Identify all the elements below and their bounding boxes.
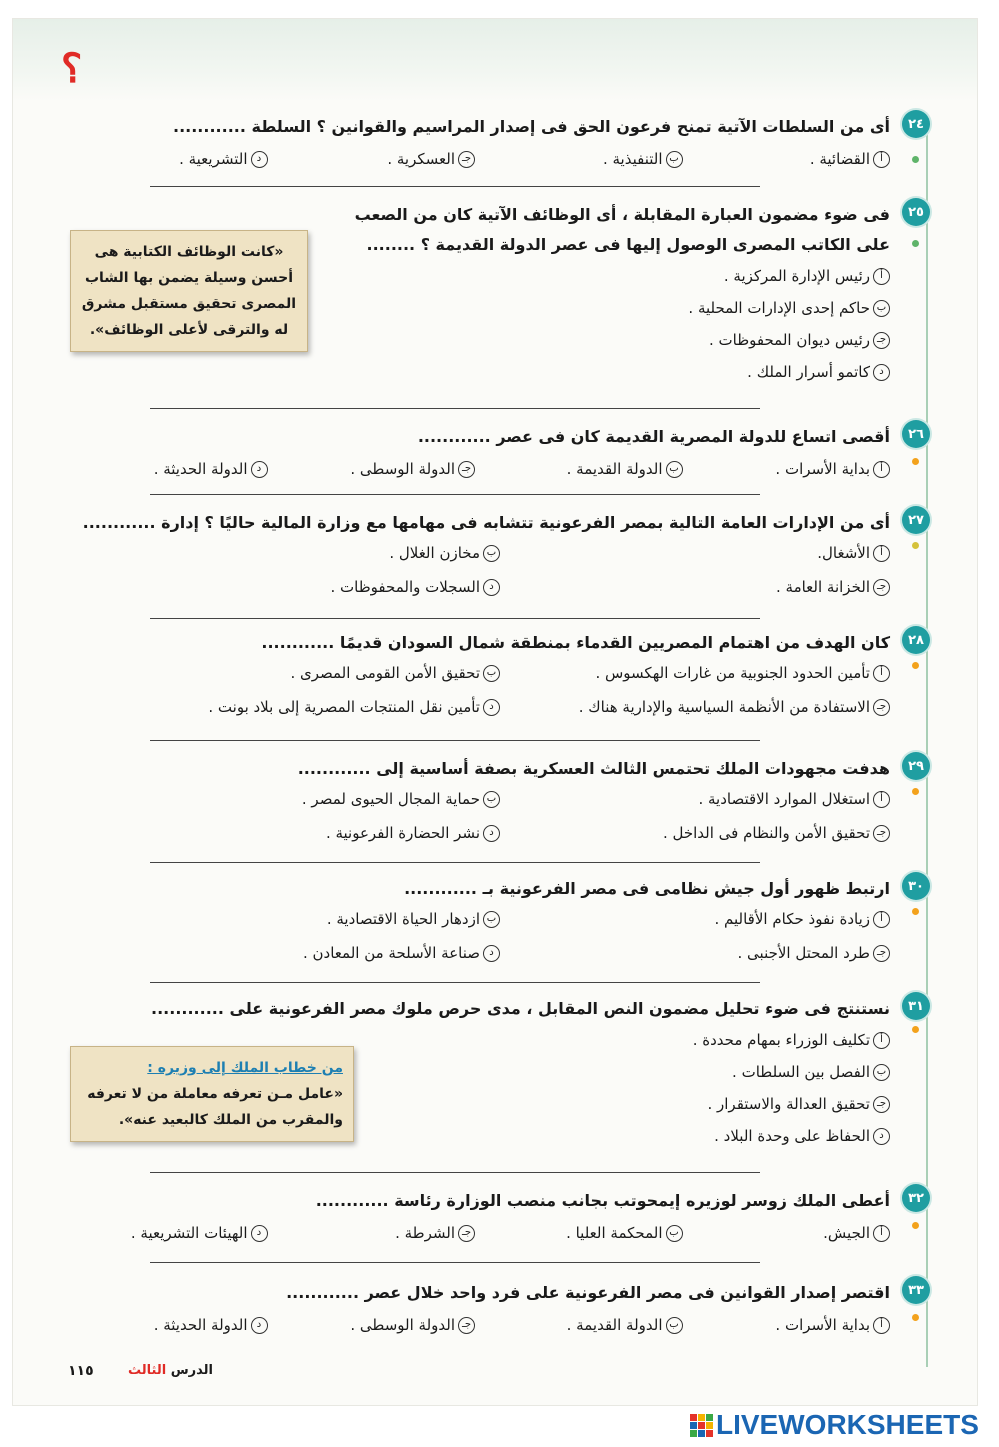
option-b[interactable]: ب التنفيذية . [475, 144, 683, 174]
note-text: «عامل مـن تعرفه معاملة من لا تعرفه والمقرب من الملك كالبعيد عنه». [87, 1086, 343, 1128]
separator-line [150, 618, 760, 619]
brand-text: LIVEWORKSHEETS [716, 1409, 979, 1440]
bullet-dot [912, 908, 919, 915]
separator-line [150, 982, 760, 983]
option-a[interactable]: أ زيادة نفوذ حكام الأقاليم . [500, 904, 890, 934]
option-d[interactable]: د التشريعية . [60, 144, 268, 174]
quote-note: «كانت الوظائف الكتابية هى أحسن وسيلة يضمن بها الشاب المصرى تحقيق مستقبل مشرق له والترقى لأعلى الوظائف». [70, 230, 308, 352]
liveworksheets-logo[interactable] [690, 1408, 979, 1442]
separator-line [150, 1262, 760, 1263]
option-c[interactable]: جـ رئيس ديوان المحفوظات . [60, 324, 890, 356]
option-d[interactable]: د الحفاظ على وحدة البلاد . [60, 1120, 890, 1152]
option-c[interactable]: جـ الدولة الوسطى . [268, 454, 476, 484]
option-c[interactable]: جـ تحقيق الأمن والنظام فى الداخل . [500, 818, 890, 848]
question-29 [60, 754, 930, 848]
question-number: ٣٢ [902, 1184, 930, 1212]
bullet-dot [912, 156, 919, 163]
bullet-dot [912, 542, 919, 549]
option-a[interactable]: أ رئيس الإدارة المركزية . [60, 260, 890, 292]
bullet-dot [912, 1314, 919, 1321]
question-stem: أى من الإدارات العامة التالية بمصر الفرعونية تتشابه فى مهامها مع وزارة المالية حاليًا ؟ إدارة ............ [82, 513, 890, 532]
question-number: ٣٣ [902, 1276, 930, 1304]
option-d[interactable]: د السجلات والمحفوظات . [60, 572, 500, 602]
question-number: ٢٩ [902, 752, 930, 780]
option-c[interactable]: جـ الخزانة العامة . [500, 572, 890, 602]
option-b[interactable]: ب حماية المجال الحيوى لمصر . [60, 784, 500, 814]
option-b[interactable]: ب حاكم إحدى الإدارات المحلية . [60, 292, 890, 324]
option-b[interactable]: ب الدولة القديمة . [475, 1310, 683, 1340]
question-24 [60, 112, 930, 174]
bullet-dot [912, 240, 919, 247]
option-a[interactable]: أ الجيش. [683, 1218, 891, 1248]
question-stem: نستنتج فى ضوء تحليل مضمون النص المقابل ، مدى حرص ملوك مصر الفرعونية على ............ [151, 999, 890, 1018]
question-number: ٢٥ [902, 198, 930, 226]
option-d[interactable]: د الدولة الحديثة . [60, 1310, 268, 1340]
option-b[interactable]: ب الدولة القديمة . [475, 454, 683, 484]
bullet-dot [912, 458, 919, 465]
separator-line [150, 1172, 760, 1173]
option-b[interactable]: ب المحكمة العليا . [475, 1218, 683, 1248]
question-stem: أى من السلطات الآتية تمنح فرعون الحق فى إصدار المراسيم والقوانين ؟ السلطة ............ [172, 117, 890, 136]
separator-line [150, 408, 760, 409]
option-d[interactable]: د كاتمو أسرار الملك . [60, 356, 890, 388]
option-c[interactable]: جـ الشرطة . [268, 1218, 476, 1248]
top-band [13, 19, 977, 101]
option-c[interactable]: جـ العسكرية . [268, 144, 476, 174]
question-number: ٢٦ [902, 420, 930, 448]
option-a[interactable]: أ تأمين الحدود الجنوبية من غارات الهكسوس . [500, 658, 890, 688]
separator-line [150, 494, 760, 495]
separator-line [150, 862, 760, 863]
question-number: ٢٨ [902, 626, 930, 654]
question-stem: اقتصر إصدار القوانين فى مصر الفرعونية على فرد واحد خلال عصر ............ [286, 1283, 890, 1302]
question-stem: كان الهدف من اهتمام المصريين القدماء بمنطقة شمال السودان قديمًا ............ [261, 633, 890, 652]
question-stem: أقصى اتساع للدولة المصرية القديمة كان فى عصر ............ [417, 427, 890, 446]
option-b[interactable]: ب الفصل بين السلطات . [60, 1056, 890, 1088]
option-d[interactable]: د صناعة الأسلحة من المعادن . [60, 938, 500, 968]
bullet-dot [912, 1026, 919, 1033]
option-b[interactable]: ب تحقيق الأمن القومى المصرى . [60, 658, 500, 688]
option-d[interactable]: د نشر الحضارة الفرعونية . [60, 818, 500, 848]
option-a[interactable]: أ الأشغال. [500, 538, 890, 568]
option-a[interactable]: أ بداية الأسرات . [683, 454, 891, 484]
lesson-label: الدرس الثالث [128, 1363, 213, 1378]
option-c[interactable]: جـ الاستفادة من الأنظمة السياسية والإدارية هناك . [500, 692, 890, 722]
option-a[interactable]: أ بداية الأسرات . [683, 1310, 891, 1340]
question-number: ٣١ [902, 992, 930, 1020]
bullet-dot [912, 662, 919, 669]
bullet-dot [912, 1222, 919, 1229]
quote-note [70, 1046, 354, 1142]
option-c[interactable]: جـ طرد المحتل الأجنبى . [500, 938, 890, 968]
option-d[interactable]: د الهيئات التشريعية . [60, 1218, 268, 1248]
question-stem: ارتبط ظهور أول جيش نظامى فى مصر الفرعونية بـ ............ [404, 879, 890, 898]
question-33 [60, 1278, 930, 1340]
option-d[interactable]: د تأمين نقل المنتجات المصرية إلى بلاد بونت . [60, 692, 500, 722]
separator-line [150, 186, 760, 187]
question-stem: هدفت مجهودات الملك تحتمس الثالث العسكرية بصفة أساسية إلى ............ [297, 759, 890, 778]
option-d[interactable]: د الدولة الحديثة . [60, 454, 268, 484]
option-b[interactable]: ب مخازن الغلال . [60, 538, 500, 568]
question-number: ٣٠ [902, 872, 930, 900]
question-26 [60, 422, 930, 484]
option-c[interactable]: جـ الدولة الوسطى . [268, 1310, 476, 1340]
option-b[interactable]: ب ازدهار الحياة الاقتصادية . [60, 904, 500, 934]
note-title: من خطاب الملك إلى وزيره : [147, 1060, 343, 1076]
question-28 [60, 628, 930, 722]
question-number: ٢٤ [902, 110, 930, 138]
option-a[interactable]: أ القضائية . [683, 144, 891, 174]
option-a[interactable]: أ استغلال الموارد الاقتصادية . [500, 784, 890, 814]
page-number: ١١٥ [68, 1363, 94, 1379]
question-mark-logo: ؟ [61, 45, 83, 92]
question-27 [60, 508, 930, 602]
separator-line [150, 740, 760, 741]
option-c[interactable]: جـ تحقيق العدالة والاستقرار . [60, 1088, 890, 1120]
bullet-dot [912, 788, 919, 795]
question-32 [60, 1186, 930, 1248]
question-number: ٢٧ [902, 506, 930, 534]
question-30 [60, 874, 930, 968]
brand-grid-icon [690, 1414, 713, 1437]
question-stem: فى ضوء مضمون العبارة المقابلة ، أى الوظائف الآتية كان من الصعب على الكاتب المصرى الوصول إليها فى عصر الدولة القديمة ؟ ........ [354, 205, 890, 254]
question-stem: أعطى الملك زوسر لوزيره إيمحوتب بجانب منصب الوزارة رئاسة ............ [315, 1191, 890, 1210]
option-a[interactable]: أ تكليف الوزراء بمهام محددة . [60, 1024, 890, 1056]
